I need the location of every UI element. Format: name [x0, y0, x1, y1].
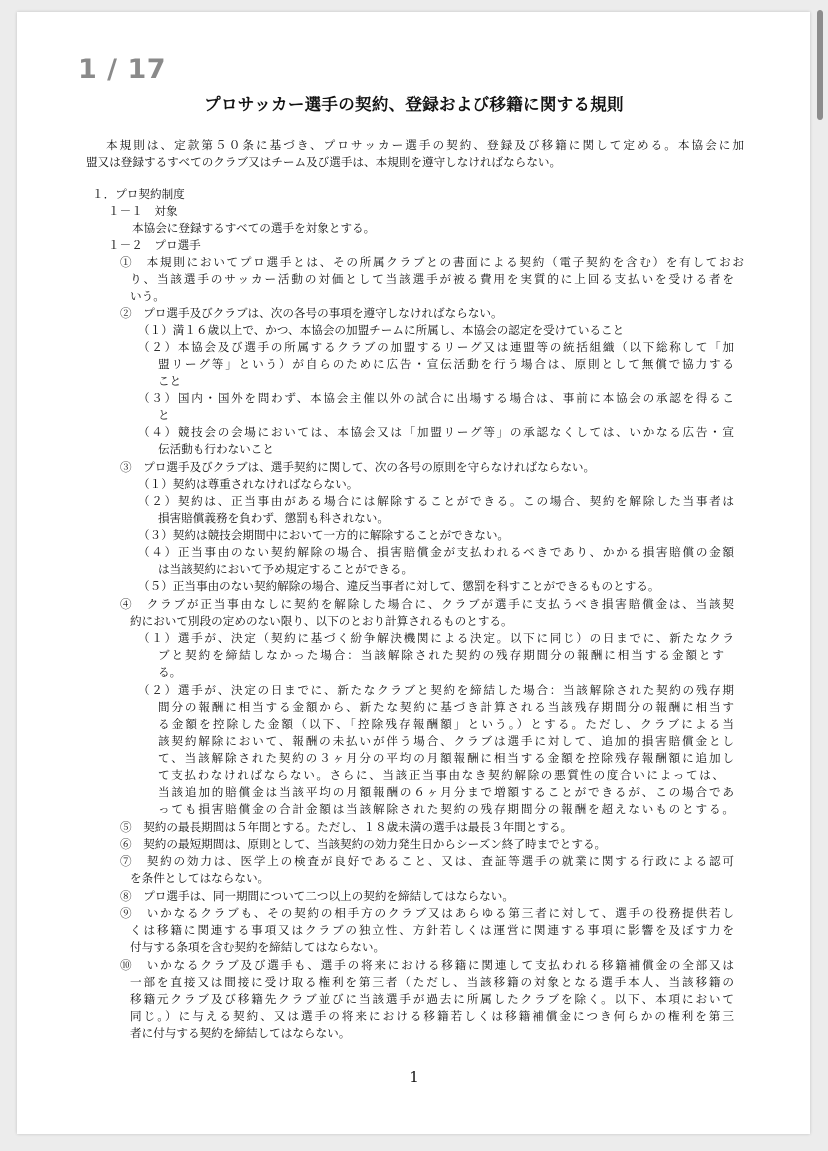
- body-line: 同じ。）に与える契約、又は選手の将来における移籍若しくは移籍補償金につき何らかの権利を第三: [130, 1009, 734, 1023]
- body-line: （３）国内・国外を問わず、本協会主催以外の試合に出場する場合は、事前に本協会の承認を得るこ: [138, 391, 734, 405]
- body-line: 間分の報酬に相当する金額から、新たな契約に基づき計算される当該残存期間分の報酬に相当す: [158, 700, 734, 714]
- section-heading: １．プロ契約制度: [92, 187, 185, 201]
- body-line: ブと契約を締結しなかった場合：当該解除された契約の残存期間分の報酬に相当する金額とす: [158, 648, 724, 662]
- body-line: （５）正当事由のない契約解除の場合、違反当事者に対して、懲罰を科すことができるものとする。: [138, 579, 660, 593]
- body-line: （１）満１６歳以上で、かつ、本協会の加盟チームに所属し、本協会の認定を受けていること: [138, 323, 625, 337]
- body-line: くは移籍に関連する事項又はクラブの独立性、方針若しくは運営に関連する事項に影響を及ぼす力を: [130, 923, 734, 937]
- body-line: ⑤ 契約の最長期間は５年間とする。ただし、１８歳未満の選手は最長３年間とする。: [120, 820, 573, 834]
- body-line: 本協会に登録するすべての選手を対象とする。: [132, 221, 376, 235]
- body-line: る。: [158, 665, 182, 679]
- body-line: （２）契約は、正当事由がある場合には解除することができる。この場合、契約を解除した当事者は: [138, 494, 734, 508]
- body-line: ⑥ 契約の最短期間は、原則として、当該契約の効力発生日からシーズン終了時までとする。: [120, 837, 607, 851]
- body-line: ⑦ 契約の効力は、医学上の検査が良好であること、又は、査証等選手の就業に関する行政による認可: [120, 854, 734, 868]
- body-line: は当該契約において予め規定することができる。: [158, 562, 414, 576]
- body-line: （３）契約は競技会期間中において一方的に解除することができない。: [138, 528, 510, 542]
- body-line: 移籍元クラブ及び移籍先クラブ並びに当該選手が過去に所属したクラブを除く。以下、本項において: [130, 992, 734, 1006]
- page-number: 1: [409, 1068, 419, 1086]
- body-line: （１）契約は尊重されなければならない。: [138, 477, 359, 491]
- body-line: っても損害賠償金の合計金額は当該解除された契約の残存期間分の報酬を超えないものとする。: [158, 802, 734, 816]
- body-line: （１）選手が、決定（契約に基づく紛争解決機関による決定。以下に同じ）の日までに、新たなクラ: [138, 631, 734, 645]
- body-line: ③ プロ選手及びクラブは、選手契約に関して、次の各号の原則を守らなければならない。: [120, 460, 596, 474]
- body-line: ④ クラブが正当事由なしに契約を解除した場合に、クラブが選手に支払うべき損害賠償金は、当該契: [120, 597, 734, 611]
- body-line: と: [158, 408, 170, 422]
- body-line: ① 本規則においてプロ選手とは、その所属クラブとの書面による契約（電子契約を含む）を有しておお: [120, 255, 744, 269]
- body-line: ⑩ いかなるクラブ及び選手も、選手の将来における移籍に関連して支払われる移籍補償金の全部又は: [120, 958, 734, 972]
- body-line: り、当該選手のサッカー活動の対価として当該選手が被る費用を実質的に上回る支払いを受ける者を: [130, 272, 734, 286]
- body-line: 伝活動も行わないこと: [158, 442, 274, 456]
- body-line: （４）正当事由のない契約解除の場合、損害賠償金が支払われるべきであり、かかる損害賠償の金額: [138, 545, 734, 559]
- body-line: いう。: [130, 289, 165, 303]
- body-line: 一部を直接又は間接に受け取る権利を第三者（ただし、当該移籍の対象となる選手本人、当該移籍の: [130, 975, 734, 989]
- body-line: 盟又は登録するすべてのクラブ又はチーム及び選手は、本規則を遵守しなければならない。: [86, 155, 562, 169]
- body-line: 約において別段の定めのない限り、以下のとおり計算されるものとする。: [130, 614, 513, 628]
- body-line: を条件としてはならない。: [130, 871, 270, 885]
- subsection-heading: １－１ 対象: [108, 204, 178, 218]
- page-counter: 1 / 17: [78, 54, 167, 85]
- body-line: （２）本協会及び選手の所属するクラブの加盟するリーグ又は連盟等の統括組織（以下総称して「加: [138, 340, 734, 354]
- body-line: 当該追加的賠償金は当該平均の月額報酬の６ヶ月分まで増額することができるが、この場合であ: [158, 785, 734, 799]
- body-line: ⑨ いかなるクラブも、その契約の相手方のクラブ又はあらゆる第三者に対して、選手の役務提供若し: [120, 906, 734, 920]
- body-line: 損害賠償義務を負わず、懲罰も科されない。: [158, 511, 389, 525]
- body-line: る金額を控除した金額（以下、「控除残存報酬額」という。）とする。ただし、クラブによる当: [158, 717, 734, 731]
- body-line: ② プロ選手及びクラブは、次の各号の事項を遵守しなければならない。: [120, 306, 503, 320]
- body-line: て支払わなければならない。さらに、当該正当事由なき契約解除の悪質性の度合いによっては、: [158, 768, 724, 782]
- document-title: プロサッカー選手の契約、登録および移籍に関する規則: [204, 95, 624, 114]
- body-line: （４）競技会の会場においては、本協会又は「加盟リーグ等」の承認なくしては、いかなる広告・宣: [138, 425, 734, 439]
- body-line: こと: [158, 374, 182, 388]
- subsection-heading: １－２ プロ選手: [108, 238, 201, 252]
- body-line: 該契約解除において、報酬の未払いが伴う場合、クラブは選手に対して、追加的損害賠償金とし: [158, 734, 734, 748]
- body-line: 付与する条項を含む契約を締結してはならない。: [130, 940, 386, 954]
- body-line: ⑧ プロ選手は、同一期間について二つ以上の契約を締結してはならない。: [120, 889, 514, 903]
- body-line: 盟リーグ等」という）が自らのために広告・宣伝活動を行う場合は、原則として無償で協力する: [158, 357, 734, 371]
- body-line: 本規則は、定款第５０条に基づき、プロサッカー選手の契約、登録及び移籍に関して定める。本協会に加: [106, 138, 744, 152]
- body-line: （２）選手が、決定の日までに、新たなクラブと契約を締結した場合：当該解除された契約の残存期: [138, 683, 734, 697]
- body-line: 者に付与する契約を締結してはならない。: [130, 1026, 351, 1040]
- body-line: て、当該解除された契約の３ヶ月分の平均の月額報酬に相当する金額を控除残存報酬額に追加し: [158, 751, 734, 765]
